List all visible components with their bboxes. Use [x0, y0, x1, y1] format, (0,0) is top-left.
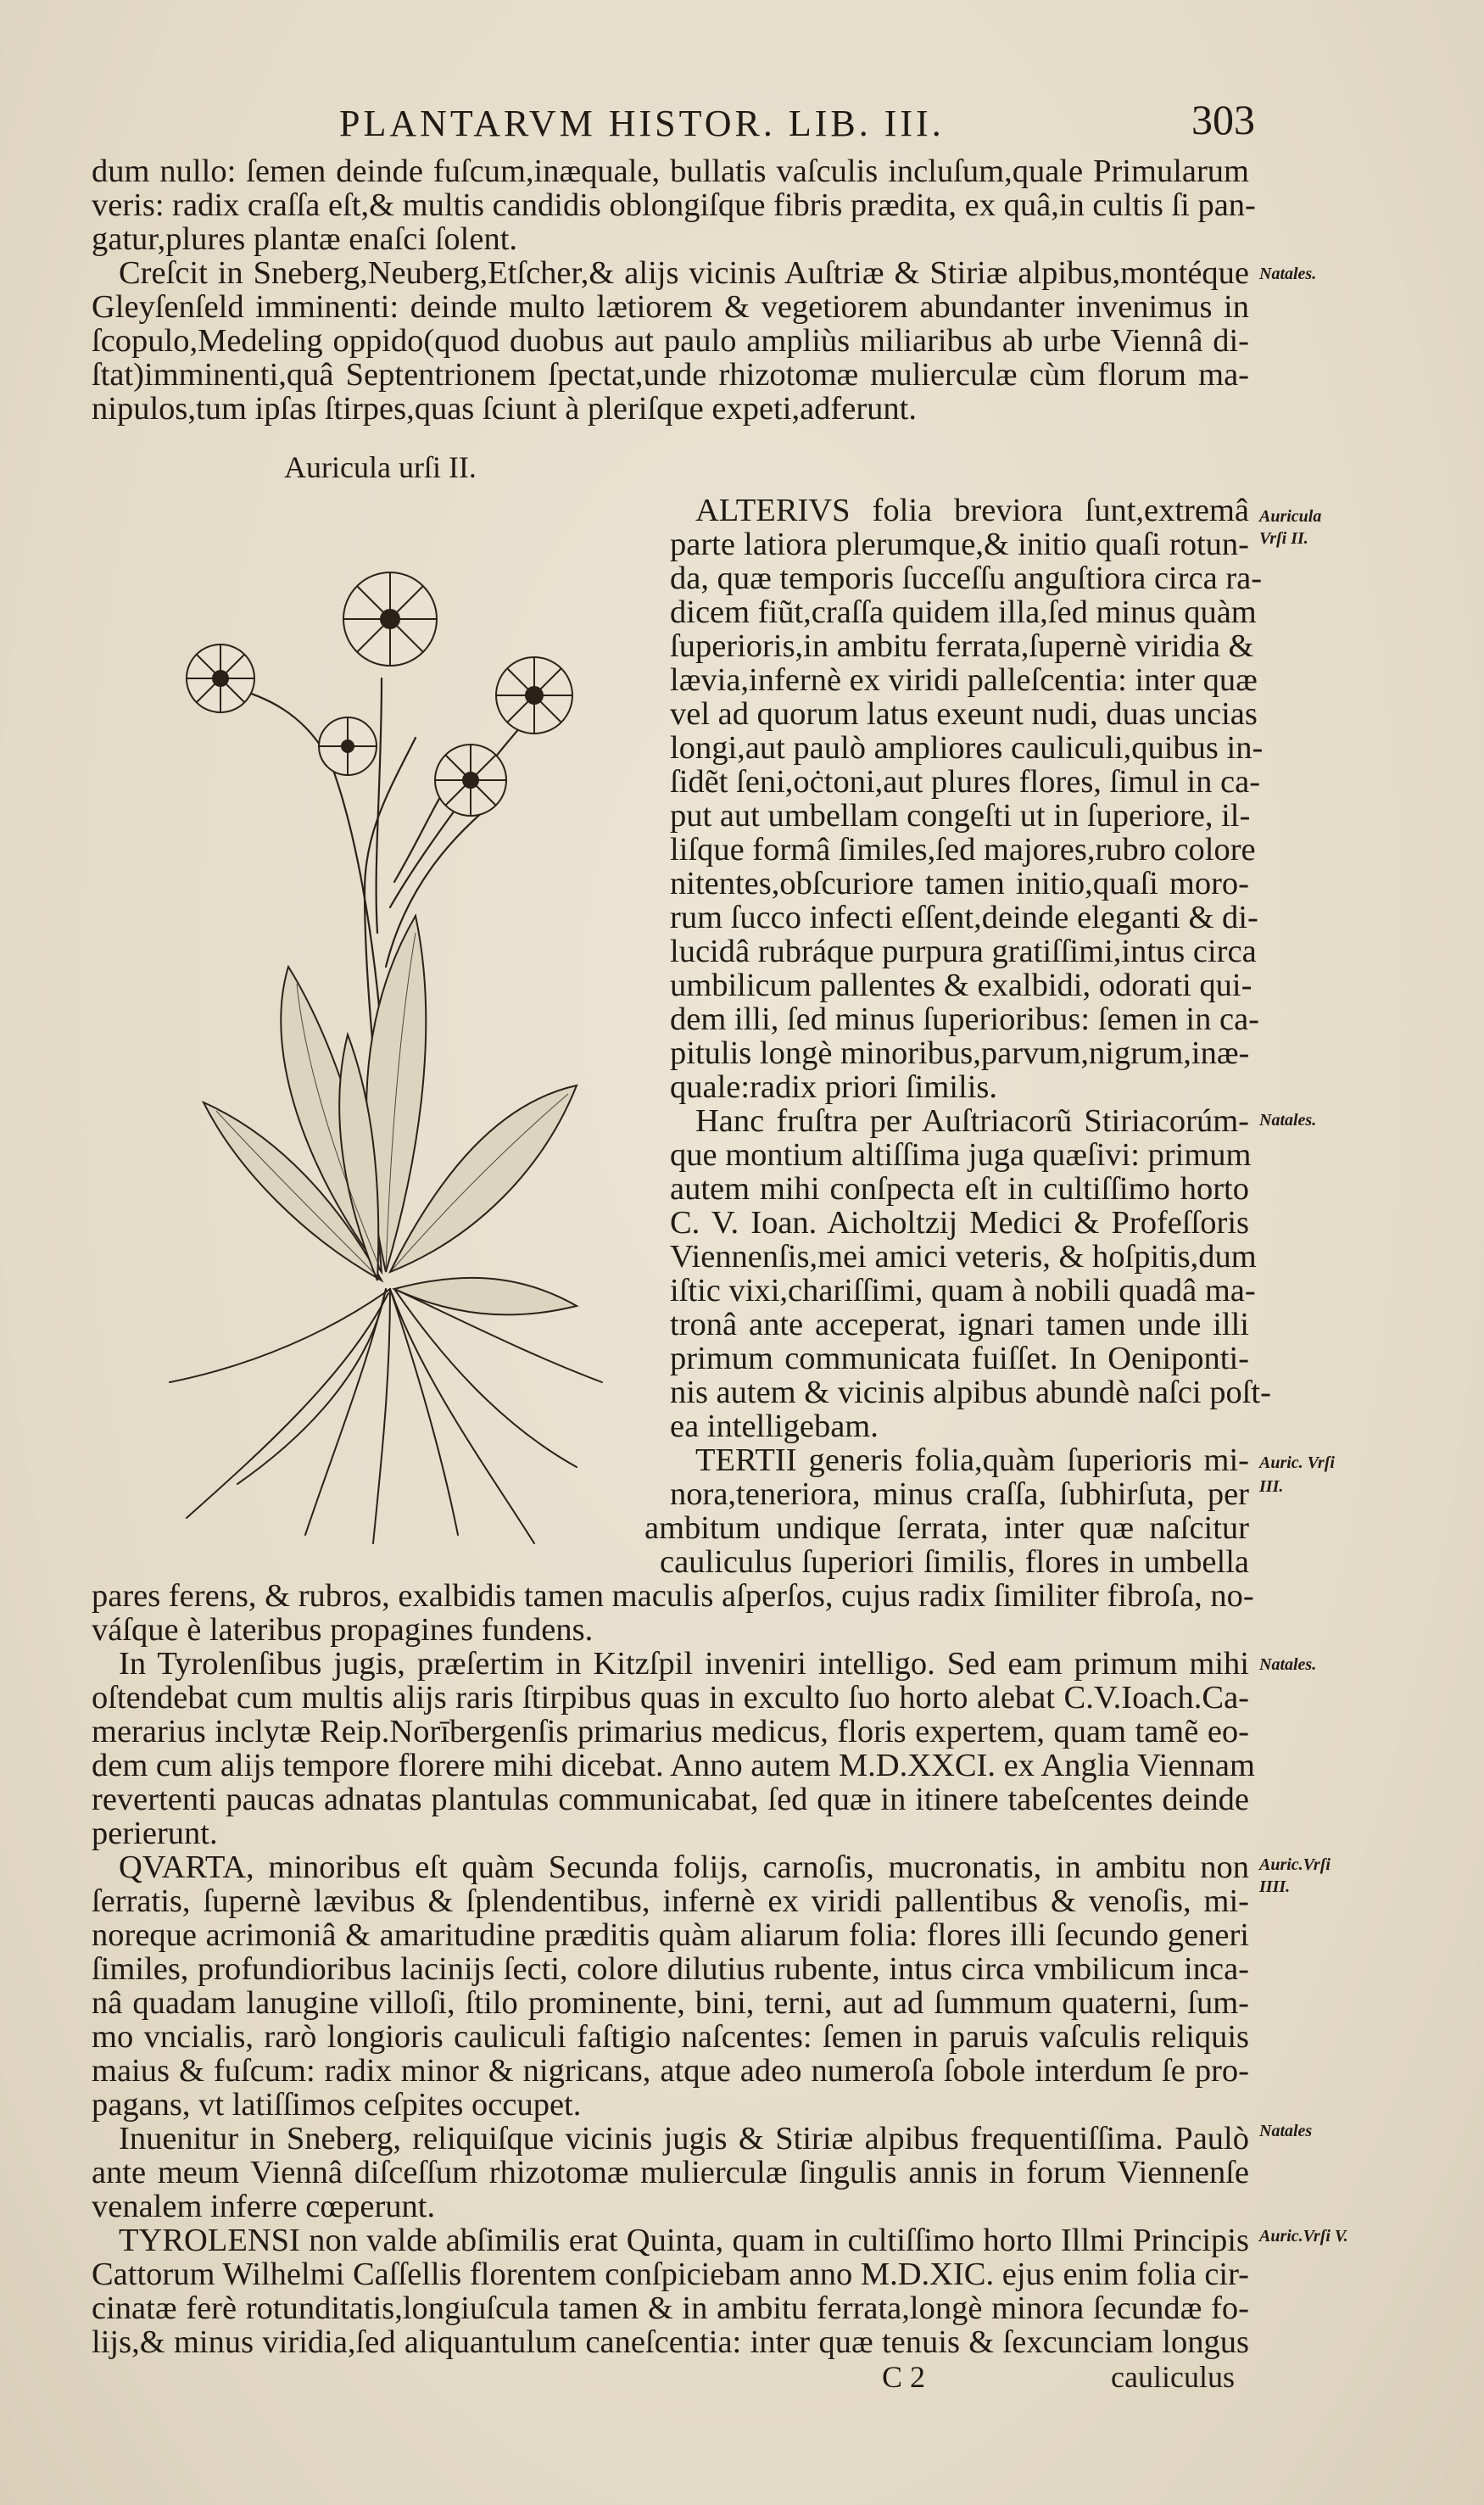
text-line: longi,aut paulò ampliores cauliculi,quibus in- — [670, 730, 1264, 766]
text-line: TYROLENSI non valde abſimilis erat Quinta, quam in cultiſſimo horto Illmi Principis — [119, 2223, 1249, 2258]
text-line: C. V. Ioan. Aicholtzij Medici & Profeſſoris — [670, 1205, 1249, 1241]
text-line: nitentes,obſcuriore tamen initio,quaſi moro- — [670, 866, 1249, 901]
text-line: dicem fiũt,craſſa quidem illa,ſed minus quàm — [670, 594, 1257, 630]
text-line: ambitum undique ſerrata, inter quæ naſcitur — [644, 1510, 1249, 1546]
text-line: cauliculus ſuperiori ſimilis, flores in umbella — [660, 1544, 1249, 1580]
margin-note: Vrſi II. — [1259, 529, 1308, 548]
text-line: nora,teneriora, minus craſſa, ſubhirſuta, per — [670, 1476, 1249, 1512]
margin-note: III. — [1259, 1477, 1284, 1496]
text-line: Inuenitur in Sneberg, reliquiſque vicinis jugis & Stiriæ alpibus frequentiſſima. Paulò — [119, 2121, 1249, 2156]
text-line: vel ad quorum latus exeunt nudi, duas uncias — [670, 696, 1258, 732]
text-line: iſtic vixi,chariſſimi, quam à nobili quadâ ma- — [670, 1273, 1256, 1308]
text-line: primum communicata fuiſſet. In Oeniponti- — [670, 1341, 1249, 1376]
text-line: liſque formâ ſimiles,ſed majores,rubro colore — [670, 832, 1256, 868]
text-line: revertenti paucas adnatas plantulas communicabat, ſed quæ in itinere tabeſcentes deinde — [92, 1782, 1249, 1817]
text-line: umbilicum pallentes & exalbidi, odorati qui- — [670, 968, 1252, 1003]
text-line: dum nullo: ſemen deinde fuſcum,inæquale, bullatis vaſculis incluſum,quale Primularum — [92, 153, 1249, 189]
text-line: autem mihi conſpecta eſt in cultiſſimo horto — [670, 1171, 1249, 1207]
text-line: dem cum alijs tempore florere mihi dicebat. Anno autem M.D.XXCI. ex Anglia Viennam — [92, 1748, 1255, 1783]
text-line: ante meum Viennâ diſceſſum rhizotomæ mulierculæ ſingulis annis in forum Viennenſe — [92, 2155, 1249, 2190]
text-line: Creſcit in Sneberg,Neuberg,Etſcher,& alijs vicinis Auſtriæ & Stiriæ alpibus,montéque — [119, 255, 1249, 291]
running-head: PLANTARVM HISTOR. LIB. III. — [339, 103, 945, 144]
text-line: ſidẽt ſeni,oċtoni,aut plures flores, ſimul in ca- — [670, 764, 1261, 800]
text-line: cinatæ ferè rotunditatis,longiuſcula tamen & in ambitu ferrata,longè minora ſecundæ fo- — [92, 2290, 1249, 2326]
text-line: noreque acrimoniâ & amaritudine præditis quàm aliarum folia: flores illi ſecundo generi — [92, 1917, 1249, 1953]
margin-note: Auric. Vrſi — [1259, 1453, 1335, 1472]
text-line: ſcopulo,Medeling oppido(quod duobus aut paulo ampliùs miliaribus ab urbe Viennâ di- — [92, 323, 1249, 359]
text-line: QVARTA, minoribus eſt quàm Secunda folijs, carnoſis, mucronatis, in ambitu non — [119, 1849, 1249, 1885]
text-line: ſuperioris,in ambitu ferrata,ſupernè viridia & — [670, 628, 1254, 664]
text-line: Hanc fruſtra per Auſtriacorũ Stiriacorúm- — [695, 1103, 1249, 1139]
margin-note: Auric.Vrſi V. — [1259, 2227, 1348, 2246]
auricula-plant-drawing — [136, 526, 611, 1560]
text-line: parte latiora plerumque,& initio quaſi rotun- — [670, 527, 1249, 562]
margin-note: Auric.Vrſi — [1259, 1855, 1331, 1874]
text-line: venalem inferre cœperunt. — [92, 2189, 436, 2224]
text-line: merarius inclytæ Reip.Norībergenſis primarius medicus, floris expertem, quam tamẽ eo- — [92, 1714, 1249, 1749]
text-line: Cattorum Wilhelmi Caſſellis florentem conſpiciebam anno M.D.XIC. ejus enim folia cir- — [92, 2257, 1249, 2292]
figure-caption: Auricula urſi II. — [284, 450, 477, 484]
text-line: ſimiles, profundioribus lacinijs ſecti, colore dilutius rubente, intus circa vmbilicum inca- — [92, 1951, 1249, 1987]
text-line: nâ quadam lanugine villoſi, ſtilo prominente, bini, terni, aut ad ſummum quaterni, ſum- — [92, 1985, 1249, 2021]
text-line: TERTII generis folia,quàm ſuperioris mi- — [695, 1442, 1249, 1478]
text-line: maius & fuſcum: radix minor & nigricans, atque adeo numeroſa ſobole interdum ſe pro- — [92, 2053, 1249, 2089]
text-line: In Tyrolenſibus jugis, præſertim in Kitzſpil inveniri intelligo. Sed eam primum mihi — [119, 1646, 1249, 1682]
text-line: lævia,infernè ex viridi palleſcentia: inter quæ — [670, 662, 1258, 698]
text-line: nis autem & vicinis alpibus abundè naſci poſt- — [670, 1375, 1271, 1410]
text-line: veris: radix craſſa eſt,& multis candidis oblongiſque fibris prædita, ex quâ,in cultis ſi pan- — [92, 187, 1256, 223]
catchword: cauliculus — [1111, 2360, 1235, 2394]
text-line: oſtendebat cum multis alijs raris ſtirpibus quas in exculto ſuo horto alebat C.V.Ioach.Ca- — [92, 1680, 1249, 1716]
text-line: nipulos,tum ipſas ſtirpes,quas ſciunt à pleriſque expeti,adferunt. — [92, 391, 917, 427]
text-line: quale:radix priori ſimilis. — [670, 1069, 997, 1105]
plant-woodcut-illustration — [136, 526, 611, 1560]
text-line: rum ſucco infecti eſſent,deinde eleganti & di- — [670, 900, 1258, 935]
text-line: ſerratis, ſupernè lævibus & ſplendentibus, infernè ex viridi pallentibus & venoſis, mi- — [92, 1883, 1249, 1919]
page-number: 303 — [1191, 96, 1255, 143]
text-line: váſque è lateribus propagines fundens. — [92, 1612, 594, 1648]
text-line: tronâ ante acceperat, ignari tamen unde illi — [670, 1307, 1249, 1342]
text-line: ALTERIVS folia breviora ſunt,extremâ — [695, 493, 1249, 528]
text-line: da, quæ temporis ſucceſſu anguſtiora circa ra- — [670, 561, 1263, 596]
text-line: lucidâ rubráque purpura gratiſſimi,intus circa — [670, 934, 1257, 969]
signature-mark: C 2 — [882, 2360, 926, 2394]
text-line: dem illi, ſed minus ſuperioribus: ſemen in ca- — [670, 1001, 1259, 1037]
page-header — [339, 95, 1272, 154]
text-line: que montium altiſſima juga quæſivi: primum — [670, 1137, 1252, 1173]
text-line: perierunt. — [92, 1816, 218, 1851]
text-line: put aut umbellam congeſti ut in ſuperiore, il- — [670, 798, 1251, 834]
margin-note: Natales. — [1259, 1111, 1317, 1130]
margin-note: IIII. — [1259, 1877, 1291, 1896]
margin-note: Auricula — [1259, 507, 1322, 526]
text-line: lijs,& minus viridia,ſed aliquantulum caneſcentia: inter quæ tenuis & ſexcunciam longus — [92, 2324, 1249, 2360]
text-line: ea intelligebam. — [670, 1409, 879, 1444]
margin-note: Natales. — [1259, 265, 1317, 283]
text-line: pares ferens, & rubros, exalbidis tamen maculis aſperſos, cujus radix ſimiliter fibroſa, no- — [92, 1578, 1254, 1614]
text-line: Viennenſis,mei amici veteris, & hoſpitis,dum — [670, 1239, 1257, 1275]
text-line: gatur,plures plantæ enaſci ſolent. — [92, 221, 518, 257]
text-line: ſtat)imminenti,quâ Septentrionem ſpectat,unde rhizotomæ mulierculæ cùm florum ma- — [92, 357, 1249, 393]
text-line: mo vncialis, rarò longioris cauliculi faſtigio naſcentes: ſemen in paruis vaſculis reliquis — [92, 2019, 1249, 2055]
text-line: Gleyſenſeld imminenti: deinde multo lætiorem & vegetiorem abundanter invenimus in — [92, 289, 1249, 325]
margin-note: Natales. — [1259, 1655, 1317, 1674]
text-line: pitulis longè minoribus,parvum,nigrum,inæ- — [670, 1035, 1250, 1071]
text-line: pagans, vt latiſſimos ceſpites occupet. — [92, 2087, 582, 2123]
margin-note: Natales — [1259, 2122, 1313, 2140]
